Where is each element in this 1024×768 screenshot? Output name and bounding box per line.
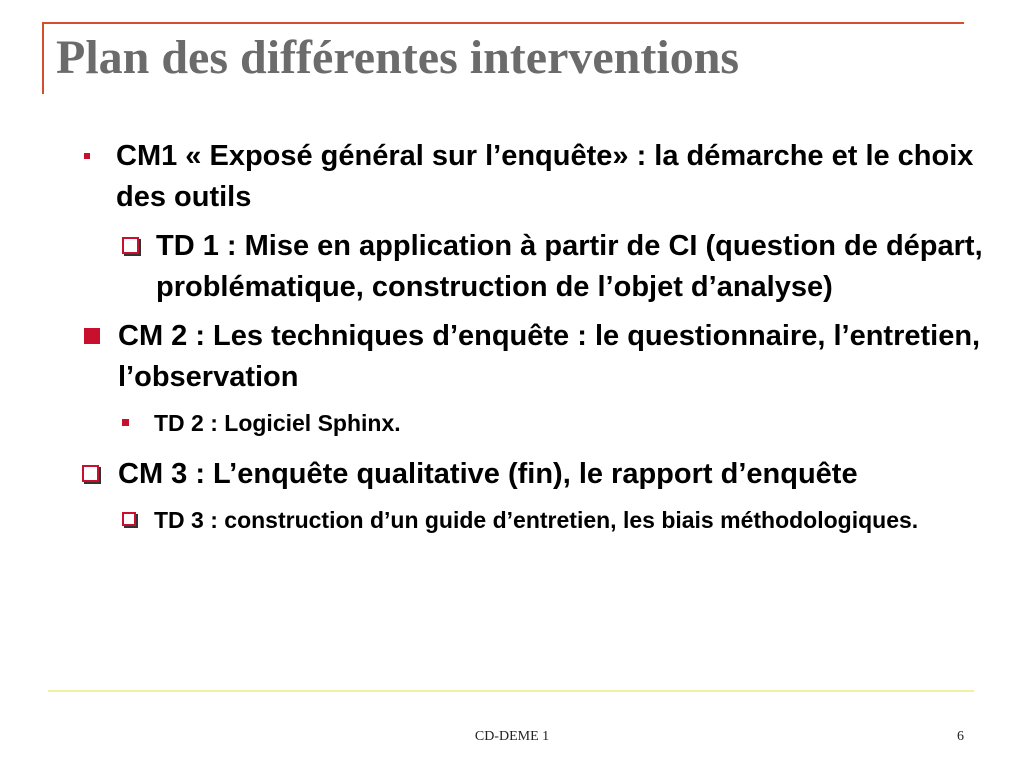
hollow-square-bullet-icon [122,512,136,526]
sub-bullet-item-td3 [76,503,986,537]
bullet-text: CM 3 : L’enquête qualitative (fin), le rapport d’enquête [118,458,858,490]
bullet-item-cm3 [76,454,986,495]
sub-bullet-text: TD 3 : construction d’un guide d’entretien, les biais méthodologiques. [154,507,919,533]
hollow-square-bullet-icon [122,237,139,254]
sub-bullet-text: TD 1 : Mise en application à partir de CI (question de départ, problématique, construction de l’objet d’analyse) [156,230,983,303]
slide-title: Plan des différentes interventions [56,31,740,84]
bullet-text: CM 2 : Les techniques d’enquête : le questionnaire, l’entretien, l’observation [118,320,981,393]
small-square-bullet-icon [84,153,90,159]
sub-bullet-item-td2 [76,406,986,440]
bullet-item-cm1 [76,136,986,218]
filled-square-bullet-icon [84,328,100,344]
slide-number: 6 [957,729,964,744]
bullet-item-cm2 [76,316,986,398]
title-frame-left-line [42,22,44,94]
bullet-text: CM1 « Exposé général sur l’enquête» : la démarche et le choix des outils [116,140,974,213]
sub-bullet-item-td1 [76,226,986,308]
small-square-bullet-icon [122,419,129,426]
footer-divider [48,690,974,692]
footer-label: CD-DEME 1 [474,729,550,744]
title-frame-top-line [42,22,964,24]
slide-content [76,136,986,551]
hollow-square-bullet-icon [82,465,99,482]
sub-bullet-text: TD 2 : Logiciel Sphinx. [154,410,401,436]
